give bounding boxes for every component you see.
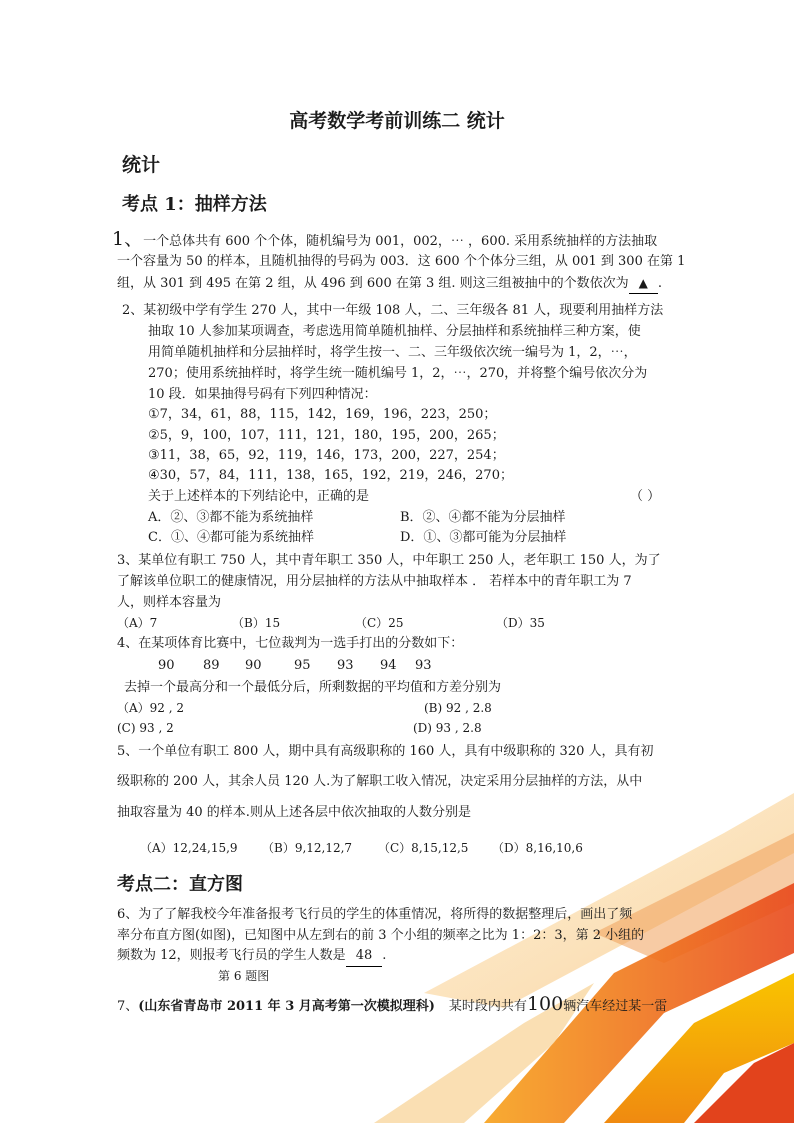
q6-line-1: 6、为了了解我校今年准备报考飞行员的学生的体重情况，将所得的数据整理后，画出了频: [117, 907, 633, 922]
q7-text-2: 辆汽车经过某一雷: [563, 999, 668, 1014]
q3-option-d: （D）35: [496, 616, 545, 630]
topic-heading-1: 考点 1：抽样方法: [122, 194, 267, 215]
q1-text-1: 一个总体共有 600 个个体，随机编号为 001，002，⋯ ，600. 采用系统抽样的方法抽取: [143, 234, 658, 249]
q2-sample-3: ③11，38，65，92，119，146，173，200，227，254；: [148, 448, 505, 463]
q6-line-2: 率分布直方图(如图)，已知图中从左到右的前 3 个小组的频率之比为 1：2：3，第 2 小组的: [117, 928, 645, 943]
q2-line-2: 抽取 10 人参加某项调查，考虑选用简单随机抽样、分层抽样和系统抽样三种方案，使: [148, 324, 641, 339]
q2-option-a: A．②、③都不能为系统抽样: [148, 510, 314, 525]
q4-option-d: (D) 93 , 2.8: [413, 721, 482, 735]
q4-score-7: 93: [415, 658, 432, 673]
q4-line-2: 去掉一个最高分和一个最低分后，所剩数据的平均值和方差分别为: [124, 680, 502, 695]
q6-line-3: [117, 946, 386, 967]
q2-sample-2: ②5，9，100，107，111，121，180，195，200，265；: [148, 428, 505, 443]
q5-line-3: 抽取容量为 40 的样本.则从上述各层中依次抽取的人数分别是: [117, 805, 471, 820]
section-heading: 统计: [122, 154, 161, 176]
q4-option-c: (C) 93 , 2: [117, 721, 174, 735]
q4-option-a: （A）92 , 2: [117, 701, 185, 715]
q4-score-4: 95: [294, 658, 311, 673]
q4-score-5: 93: [337, 658, 354, 673]
q3-line-2: 了解该单位职工的健康情况，用分层抽样的方法从中抽取样本 ． 若样本中的青年职工为 7: [117, 574, 632, 589]
q2-option-b: B．②、④都不能为分层抽样: [400, 510, 566, 525]
q6-end: .: [382, 948, 387, 963]
q4-score-1: 90: [158, 658, 175, 673]
q7-source: (山东省青岛市 2011 年 3 月高考第一次模拟理科): [138, 999, 435, 1014]
page-title: 高考数学考前训练二 统计: [289, 110, 505, 132]
q5-option-b: （B）9,12,12,7: [262, 841, 353, 855]
q2-line-4: 270；使用系统抽样时，将学生统一随机编号 1，2，⋯，270，并将整个编号依次分为: [148, 366, 648, 381]
q2-option-d: D．①、③都可能为分层抽样: [400, 530, 567, 545]
q4-option-b: (B) 92 , 2.8: [424, 701, 492, 715]
q4-score-6: 94: [380, 658, 397, 673]
q2-option-c: C．①、④都可能为系统抽样: [148, 530, 314, 545]
q2-sample-4: ④30，57，84，111，138，165，192，219，246，270；: [148, 468, 513, 483]
q5-line-1: 5、一个单位有职工 800 人，期中具有高级职称的 160 人，具有中级职称的 320 人，具有初: [117, 744, 654, 759]
q1-end: .: [657, 276, 663, 291]
q2-line-5: 10 段．如果抽得号码有下列四种情况：: [148, 387, 377, 402]
q1-answer-blank: ▲: [629, 273, 658, 294]
q4-score-3: 90: [245, 658, 262, 673]
q3-option-b: （B）15: [232, 616, 281, 630]
q2-answer-paren: （ ）: [630, 489, 661, 504]
q1-line-1: [112, 229, 657, 252]
q6-figure-caption: 第 6 题图: [218, 969, 270, 983]
q1-number: 1、: [112, 228, 144, 250]
q5-line-2: 级职称的 200 人，其余人员 120 人.为了解职工收入情况，决定采用分层抽样的方法，从中: [117, 774, 643, 789]
q3-line-1: 3、某单位有职工 750 人，其中青年职工 350 人，中年职工 250 人，老年职工 150 人，为了: [117, 553, 661, 568]
q3-option-a: （A）7: [117, 616, 158, 630]
q1-line-3: [117, 273, 662, 294]
q2-sample-1: ①7，34，61，88，115，142，169，196，223，250；: [148, 407, 497, 422]
q7-line-1: [117, 994, 667, 1017]
q2-question: 关于上述样本的下列结论中，正确的是: [148, 489, 370, 504]
q4-score-2: 89: [203, 658, 220, 673]
q5-option-c: （C）8,15,12,5: [378, 841, 469, 855]
q4-line-1: 4、在某项体育比赛中，七位裁判为一选手打出的分数如下：: [117, 636, 464, 651]
q2-line-3: 用简单随机抽样和分层抽样时，将学生按一、二、三年级依次统一编号为 1，2，⋯，: [148, 345, 637, 360]
q1-line-2: 一个容量为 50 的样本，且随机抽得的号码为 003．这 600 个个体分三组，从 001 到 300 在第 1: [117, 254, 686, 269]
q5-option-d: （D）8,16,10,6: [492, 841, 583, 855]
q7-number-100: 100: [526, 993, 564, 1015]
q6-text-3: 频数为 12，则报考飞行员的学生人数是: [117, 948, 346, 963]
q7-number: 7、: [117, 999, 139, 1014]
q7-text: 某时段内共有: [448, 999, 527, 1014]
q3-line-3: 人，则样本容量为: [117, 595, 222, 610]
q1-text-3: 组，从 301 到 495 在第 2 组，从 496 到 600 在第 3 组. 则这三组被抽中的个数依次为: [117, 276, 629, 291]
topic-heading-2: 考点二：直方图: [117, 874, 243, 895]
q3-option-c: （C）25: [355, 616, 404, 630]
q6-answer-blank: 48: [346, 946, 383, 967]
q5-option-a: （A）12,24,15,9: [140, 841, 238, 855]
q2-line-1: 2、某初级中学有学生 270 人，其中一年级 108 人，二、三年级各 81 人，现要利用抽样方法: [122, 303, 664, 318]
